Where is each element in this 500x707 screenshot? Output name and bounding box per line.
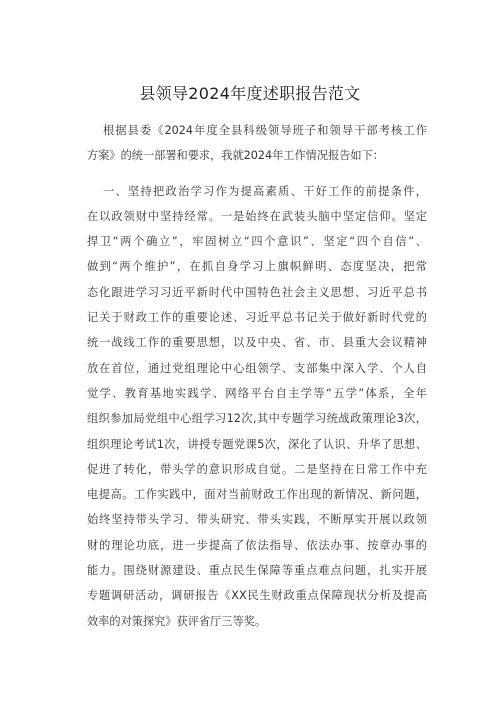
- paragraph-line: 方案》的统一部署和要求，我就2024年工作情况报告如下：: [87, 149, 384, 163]
- paragraph-line: 财的理论功底，进一步提高了依法指导、依法办事、按章办事的: [87, 538, 427, 552]
- section-1-paragraph: [87, 179, 427, 634]
- document-body: [87, 118, 427, 634]
- paragraph-line: 做到“两个维护”，在抓自身学习上旗帜鲜明、态度坚决，把常: [87, 260, 427, 274]
- paragraph-line: 统一战线工作的重要思想，以及中央、省、市、县重大会议精神: [87, 336, 427, 350]
- intro-paragraph: [87, 118, 427, 169]
- paragraph-line: 放在首位，通过党组理论中心组领学、支部集中深入学、个人自: [87, 361, 427, 375]
- paragraph-line: 在以政领财中坚持经常。一是始终在武装头脑中坚定信仰。坚定: [87, 209, 427, 223]
- paragraph-line: 效率的对策探究》获评省厅三等奖。: [87, 614, 267, 628]
- paragraph-line: 根据县委《2024年度全县科级领导班子和领导干部考核工作: [103, 124, 427, 137]
- paragraph-line: 组织参加局党组中心组学习12次,其中专题学习统战政策理论3次，: [87, 412, 427, 426]
- paragraph-line: 觉学、教育基地实践学、网络平台自主学等“五学”体系，全年: [87, 386, 427, 400]
- paragraph-line: 促进了转化，带头学的意识形成自觉。二是坚持在日常工作中充: [87, 462, 427, 476]
- document-title: 县领导2024年度述职报告范文: [139, 84, 361, 103]
- paragraph-line: 组织理论考试1次，讲授专题党课5次，深化了认识、升华了思想、: [87, 437, 427, 451]
- paragraph-line: 能力。围绕财源建设、重点民生保障等重点难点问题，扎实开展: [87, 564, 427, 578]
- paragraph-line: 态化跟进学习习近平新时代中国特色社会主义思想、习近平总书: [87, 285, 427, 299]
- paragraph-line: 电提高。工作实践中，面对当前财政工作出现的新情况、新问题，: [87, 488, 427, 502]
- paragraph-line: 一、坚持把政治学习作为提高素质、干好工作的前提条件，: [103, 184, 427, 198]
- paragraph-line: 始终坚持带头学习、带头研究、带头实践，不断厚实开展以政领: [87, 513, 427, 527]
- paragraph-line: 记关于财政工作的重要论述、习近平总书记关于做好新时代党的: [87, 311, 427, 325]
- paragraph-line: 捍卫“两个确立”，牢固树立“四个意识”、坚定“四个自信”、: [87, 235, 427, 249]
- paragraph-line: 专题调研活动，调研报告《XX民生财政重点保障现状分析及提高: [87, 589, 427, 603]
